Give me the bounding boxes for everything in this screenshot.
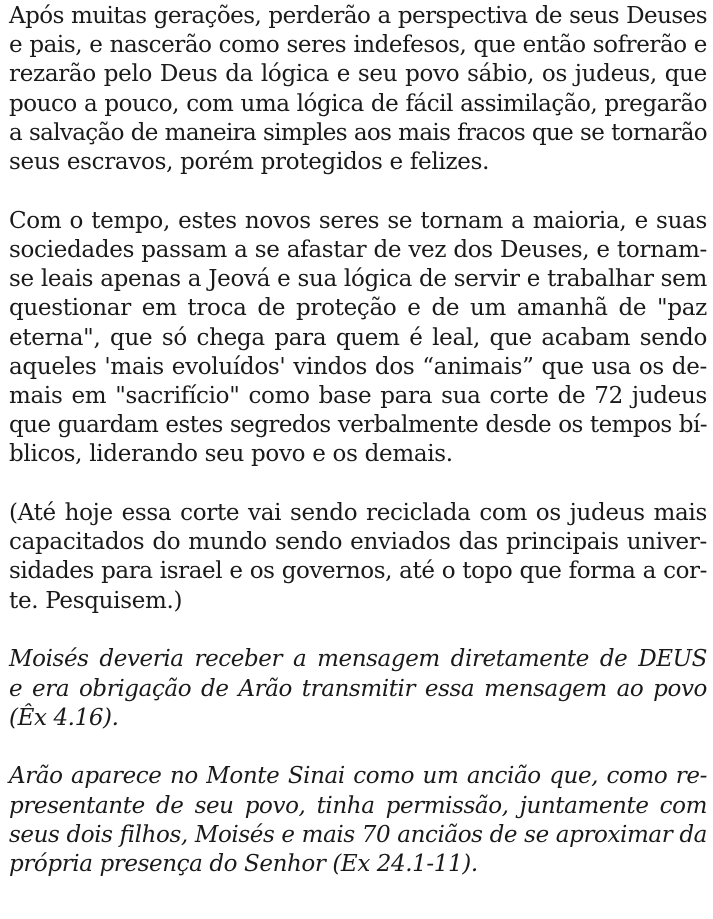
text-line: Arão aparece no Monte Sinai como um ancião que, como re-	[9, 763, 707, 790]
text-line: a salvação de maneira simples aos mais fracos que se tornarão	[9, 119, 707, 146]
paragraph-4-quote	[9, 645, 707, 733]
text-line: seus escravos, porém protegidos e felizes.	[9, 149, 490, 176]
text-line: e pais, e nascerão como seres indefesos, que então sofrerão e	[9, 32, 707, 59]
text-line: eterna", que só chega para quem é leal, que acabam sendo	[9, 324, 707, 351]
paragraph-5-quote	[9, 762, 707, 879]
text-line: pouco a pouco, com uma lógica de fácil assimilação, pregarão	[9, 90, 707, 117]
text-line: questionar em troca de proteção e de um amanhã de "paz	[9, 295, 707, 322]
text-line: capacitados do mundo sendo enviados das principais univer-	[9, 529, 707, 556]
text-line: seus dois filhos, Moisés e mais 70 anciãos de se aproximar da	[9, 821, 707, 848]
text-line: e era obrigação de Arão transmitir essa mensagem ao povo	[9, 675, 707, 702]
paragraph-3	[9, 499, 707, 616]
text-line: Moisés deveria receber a mensagem diretamente de DEUS	[9, 646, 707, 673]
text-line: rezarão pelo Deus da lógica e seu povo sábio, os judeus, que	[9, 61, 707, 88]
text-line: Após muitas gerações, perderão a perspectiva de seus Deuses	[9, 3, 707, 29]
text-line: própria presença do Senhor (Ex 24.1-11).	[9, 851, 478, 878]
text-line: presentante de seu povo, tinha permissão, juntamente com	[9, 792, 707, 819]
text-line: mais em "sacrifício" como base para sua corte de 72 judeus	[9, 382, 707, 409]
paragraph-1	[9, 2, 707, 177]
text-line: sidades para israel e os governos, até o topo que forma a cor-	[9, 558, 707, 585]
text-line: (Êx 4.16).	[9, 704, 119, 731]
text-line: (Até hoje essa corte vai sendo reciclada com os judeus mais	[9, 500, 707, 527]
text-line: blicos, liderando seu povo e os demais.	[9, 441, 453, 468]
text-line: se leais apenas a Jeová e sua lógica de servir e trabalhar sem	[9, 266, 707, 293]
text-line: aqueles 'mais evoluídos' vindos dos “animais” que usa os de-	[9, 353, 707, 380]
text-line: Com o tempo, estes novos seres se tornam a maioria, e suas	[9, 207, 707, 234]
text-line: sociedades passam a se afastar de vez dos Deuses, e tornam-	[9, 236, 707, 263]
text-line: que guardam estes segredos verbalmente desde os tempos bí-	[9, 412, 707, 439]
paragraph-2	[9, 207, 707, 470]
text-line: te. Pesquisem.)	[9, 587, 183, 614]
